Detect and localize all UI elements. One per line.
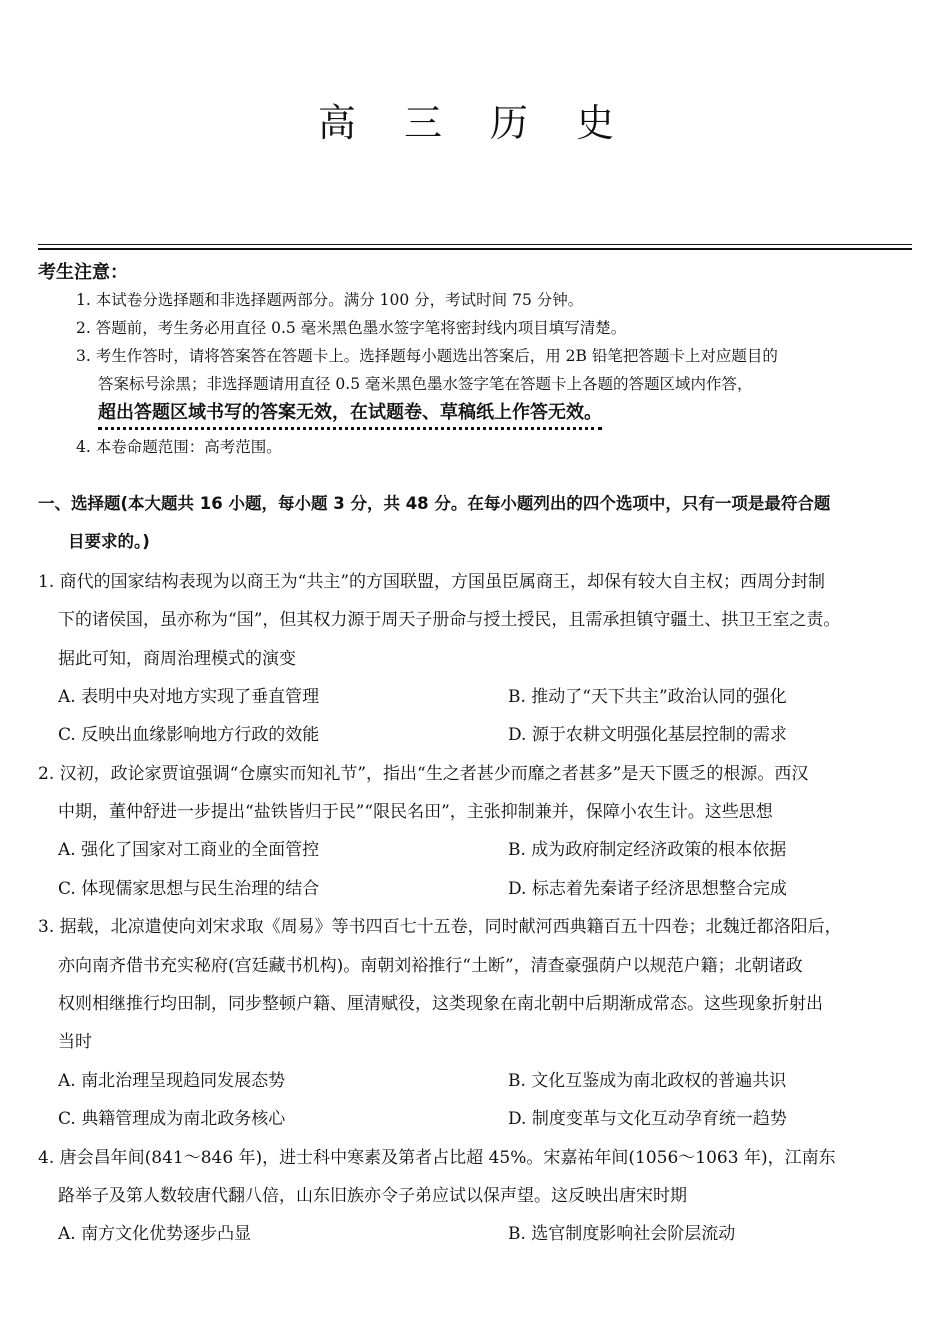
q3-stem-line-4: 当时 [58,1032,92,1052]
q1-option-c: C. 反映出血缘影响地方行政的效能 [58,725,320,745]
q1-option-a: A. 表明中央对地方实现了垂直管理 [58,687,320,707]
q2-option-a: A. 强化了国家对工商业的全面管控 [58,840,320,860]
notice-item-1: 1. 本试卷分选择题和非选择题两部分。满分 100 分，考试时间 75 分钟。 [76,291,584,309]
notice-item-4: 4. 本卷命题范围：高考范围。 [76,438,282,456]
q1-stem-line-1: 1. 商代的国家结构表现为以商王为“共主”的方国联盟，方国虽臣属商王，却保有较大自主权；西周分封制 [38,572,826,592]
notice-item-3-cont: 答案标号涂黑；非选择题请用直径 0.5 毫米黑色墨水签字笔在答题卡上各题的答题区域内作答， [98,375,753,393]
q1-option-d: D. 源于农耕文明强化基层控制的需求 [508,725,787,745]
q2-option-c: C. 体现儒家思想与民生治理的结合 [58,879,320,899]
q2-option-d: D. 标志着先秦诸子经济思想整合完成 [508,879,787,899]
q3-stem-line-3: 权则相继推行均田制，同步整顿户籍、厘清赋役，这类现象在南北朝中后期渐成常态。这些现象折射出 [58,994,823,1014]
q4-stem-line-1: 4. 唐会昌年间(841～846 年)，进士科中寒素及第者占比超 45%。宋嘉祐年间(1056～1063 年)，江南东 [38,1148,836,1168]
q4-option-b: B. 选官制度影响社会阶层流动 [508,1224,736,1244]
section-heading-cont: 目要求的。) [68,532,150,551]
q2-option-b: B. 成为政府制定经济政策的根本依据 [508,840,787,860]
q3-option-d: D. 制度变革与文化互动孕育统一趋势 [508,1109,787,1129]
q1-stem-line-2: 下的诸侯国，虽亦称为“国”，但其权力源于周天子册命与授土授民，且需承担镇守疆土、拱卫王室之责。 [58,610,841,630]
q3-stem-line-2: 亦向南齐借书充实秘府(宫廷藏书机构)。南朝刘裕推行“土断”，清查豪强荫户以规范户籍；北朝诸政 [58,956,803,976]
q3-stem-line-1: 3. 据载，北凉遣使向刘宋求取《周易》等书四百七十五卷，同时献河西典籍百五十四卷；北魏迁都洛阳后， [38,917,842,937]
q4-option-a: A. 南方文化优势逐步凸显 [58,1224,252,1244]
q4-stem-line-2: 路举子及第人数较唐代翻八倍，山东旧族亦令子弟应试以保声望。这反映出唐宋时期 [58,1186,687,1206]
header-rule-thick [38,248,912,250]
header-rule-thin [38,244,912,245]
q2-stem-line-1: 2. 汉初，政论家贾谊强调“仓廪实而知礼节”，指出“生之者甚少而靡之者甚多”是天下匮乏的根源。西汉 [38,764,809,784]
q2-stem-line-2: 中期，董仲舒进一步提出“盐铁皆归于民”“限民名田”，主张抑制兼并，保障小农生计。这些思想 [58,802,773,822]
emphasis-text: 超出答题区域书写的答案无效，在试题卷、草稿纸上作答无效。 [98,402,602,430]
notice-heading: 考生注意： [38,262,128,283]
page-title: 高 三 历 史 [317,101,633,145]
notice-item-3-emphasis [98,398,602,424]
q3-option-a: A. 南北治理呈现趋同发展态势 [58,1071,286,1091]
notice-item-2: 2. 答题前，考生务必用直径 0.5 毫米黑色墨水签字笔将密封线内项目填写清楚。 [76,319,627,337]
q1-option-b: B. 推动了“天下共主”政治认同的强化 [508,687,787,707]
section-heading: 一、选择题(本大题共 16 小题，每小题 3 分，共 48 分。在每小题列出的四个选项中，只有一项是最符合题 [38,494,831,513]
q3-option-c: C. 典籍管理成为南北政务核心 [58,1109,286,1129]
q3-option-b: B. 文化互鉴成为南北政权的普遍共识 [508,1071,787,1091]
notice-item-3: 3. 考生作答时，请将答案答在答题卡上。选择题每小题选出答案后，用 2B 铅笔把答题卡上对应题目的 [76,347,778,365]
q1-stem-line-3: 据此可知，商周治理模式的演变 [58,649,296,669]
